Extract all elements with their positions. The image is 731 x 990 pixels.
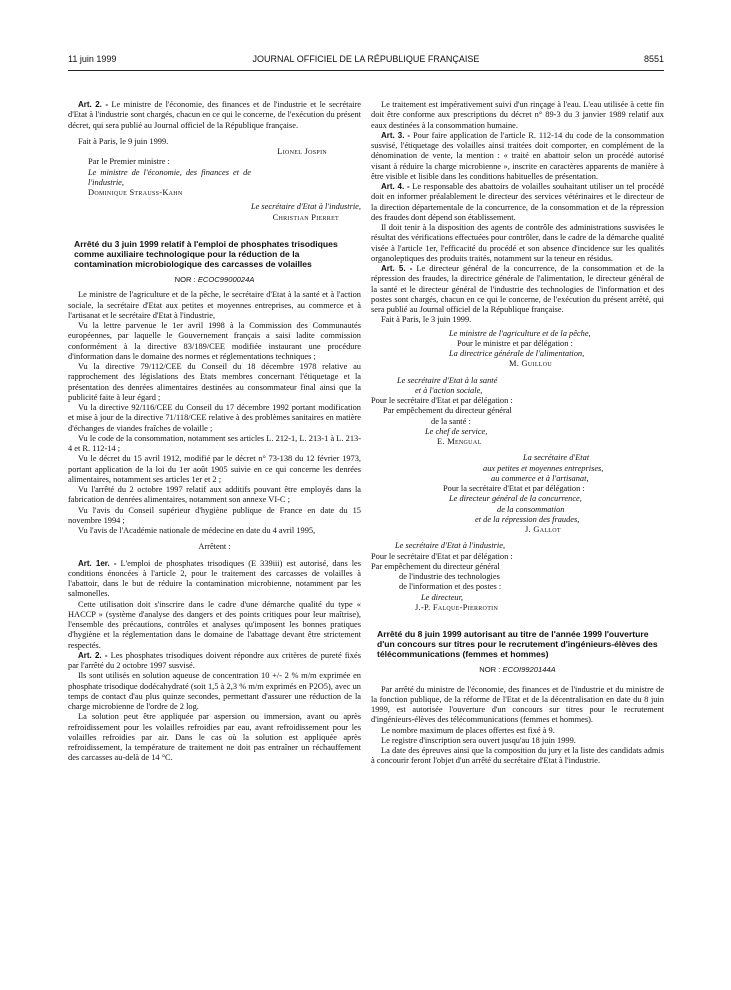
signature-line: Le directeur, (421, 592, 464, 602)
concours-paragraph-1: Par arrêté du ministre de l'économie, des finances et de l'industrie et du ministre de la fonction publique, de la réforme de l'Etat et de la décentralisation en date du 8 juin 1999, est autorisée l'ouverture d'un concours sur titres pour le recrutement d'ingénieurs-élèves des télécommunications (femmes et hommes). (371, 684, 664, 725)
decree-title-1: Arrêté du 3 juin 1999 relatif à l'emploi de phosphates trisodiques comme auxiliaire technologique pour la réduction de la contamination microbiologique des carcasses de volailles (74, 238, 338, 270)
signature-name: M. Guillou (509, 359, 553, 369)
signature-block-agriculture (371, 329, 664, 370)
visa-item: Le ministre de l'agriculture et de la pêche, le secrétaire d'Etat à la santé et à l'action sociale, la secrétaire d'Etat aux petites et moyennes entreprises, au commerce et à l'artisanat et le secrétaire d'Etat à l'industrie, (68, 290, 361, 320)
secretary-role: Le secrétaire d'Etat à l'industrie, (250, 202, 361, 212)
signature-line: Le ministre de l'agriculture et de la pêche, (449, 328, 591, 338)
signature-line: Par empêchement du directeur général (383, 406, 512, 416)
signature-line: et de la répression des fraudes, (475, 514, 580, 524)
nor-reference-2: NOR : ECOI9920144A (479, 665, 556, 675)
decree-title-2: Arrêté du 8 juin 1999 autorisant au titre de l'année 1999 l'ouverture d'un concours sur titres pour le recrutement d'ingénieurs-élèves des télécommunications (femmes et hommes) (377, 629, 658, 660)
signature-line: Pour le secrétaire d'Etat et par délégation : (371, 551, 513, 561)
concours-paragraph-4: La date des épreuves ainsi que la composition du jury et la liste des candidats admis à concourir feront l'objet d'un arrêté du secrétaire d'Etat à l'industrie. (371, 746, 664, 766)
signature-line: Le directeur général de la concurrence, (449, 494, 582, 504)
visa-item: Vu l'avis de l'Académie nationale de médecine en date du 4 avril 1995, (78, 526, 316, 536)
visa-item: Vu l'avis du Conseil supérieur d'hygiène publique de France en date du 15 novembre 1994 ; (68, 505, 361, 525)
signature-line: La directrice générale de l'alimentation, (449, 349, 585, 358)
signature-line: et à l'action sociale, (415, 385, 483, 395)
rinse-paragraph: Le traitement est impérativement suivi d'un rinçage à l'eau. L'eau utilisée à cette fin doit être conforme aux prescriptions du décret n° 89-3 du 3 janvier 1989 relatif aux eaux destinées à la consommation humaine. (371, 100, 664, 130)
signature-name: J.-P. Falque-Pierrotin (415, 602, 499, 612)
signature-line: Pour la secrétaire d'Etat et par délégation : (443, 484, 585, 493)
article-5: Art. 5. - Le directeur général de la concurrence, de la consommation et de la répression des fraudes, la directrice générale de l'alimentation, le directeur général de la santé et le directeur général de l'industrie des technologies de l'information et des postes sont chargés, chacun en ce qui le concerne, de l'exécution du présent arrêté, qui sera publié au Journal officiel de la République française. (371, 264, 665, 314)
left-column (68, 100, 361, 764)
header-journal-title: JOURNAL OFFICIEL DE LA RÉPUBLIQUE FRANÇAISE (252, 54, 480, 64)
signature-line: Le secrétaire d'Etat à la santé (397, 375, 498, 385)
article-4: Art. 4. - Le responsable des abattoirs de volailles souhaitant utiliser un tel procédé doit en informer préalablement le directeur des services vétérinaires et le directeur de la direction départementale de la concurrence, de la consommation et de la répression des fraudes dont dépend son établissement. (371, 182, 664, 222)
visa-item: Vu la directive 92/116/CEE du Conseil du 17 décembre 1992 portant modification et mise à jour de la directive 71/118/CEE relative à des problèmes sanitaires en matière d'échanges de viandes fraîches de volaille ; (68, 403, 361, 433)
par-le-premier-ministre: Par le Premier ministre : (88, 157, 170, 167)
signature-line: au commerce et à l'artisanat, (491, 473, 589, 483)
secretary-name: Christian Pierret (272, 212, 339, 222)
minister-name: Dominique Strauss-Kahn (88, 188, 183, 197)
signature-line: aux petites et moyennes entreprises, (483, 463, 604, 473)
signature-name: E. Mengual (437, 437, 482, 446)
signature-line: de l'industrie des technologies (399, 572, 500, 581)
signature-prime-minister: Lionel Jospin (277, 147, 327, 156)
visa-item: Vu la lettre parvenue le 1er avril 1998 à la Commission des Communautés européennes, par laquelle le Gouvernement français a saisi ladite commission conformément à la directive 83/189/CEE modifiée instaurant une procédure d'information dans le domaine des normes et réglementations techniques ; (68, 321, 361, 361)
concours-paragraph-2: Le nombre maximum de places offertes est fixé à 9. (381, 725, 555, 735)
article-3: Art. 3. - Pour faire application de l'article R. 112-14 du code de la consommation susvisé, l'étiquetage des volailles ainsi traitées doit comporter, en complément de la dénomination de vente, la mention : « traité en abattoir selon un procédé autorisé visant à réduire la charge microbienne », inscrite en caractères apparents de manière à être visible et lisible dans les conditions habituelles de présentation. (371, 130, 665, 181)
article-2: Art. 2. - Les phosphates trisodiques doivent répondre aux critères de pureté fixés par l'arrêté du 2 octobre 1997 susvisé. (68, 650, 362, 671)
right-column (371, 100, 664, 767)
visa-item: Vu l'arrêté du 2 octobre 1997 relatif aux additifs pouvant être employés dans la fabrication de denrées alimentaires, notamment son annexe VI-C ; (68, 485, 361, 505)
minister-role: Le ministre de l'économie, des finances et de l'industrie, (88, 167, 251, 187)
header-page-number: 8551 (643, 54, 664, 64)
signature-line: de la santé : (431, 416, 471, 426)
signature-block-sme (371, 453, 664, 535)
signature-line: Pour le secrétaire d'Etat et par délégation : (371, 396, 513, 405)
arretent-heading: Arrêtent : (198, 542, 231, 552)
header-rule (68, 70, 664, 71)
fait-a-paris-1: Fait à Paris, le 9 juin 1999. (78, 136, 169, 146)
signature-line: de la consommation (497, 504, 565, 514)
visa-item: Vu le code de la consommation, notamment ses articles L. 212-1, L. 213-1 à L. 213-4 et R. 112-14 ; (68, 433, 361, 454)
concours-paragraph-3: Le registre d'inscription sera ouvert jusqu'au 18 juin 1999. (381, 735, 576, 745)
header-date: 11 juin 1999 (68, 54, 117, 64)
visa-item: Vu le décret du 15 avril 1912, modifié par le décret n° 73-138 du 12 février 1973, portant application de la loi du 1er août 1905 suivie en ce qui concerne les denrées alimentaires, notamment ses articles 1er et 2 ; (68, 454, 361, 484)
visas-list (68, 290, 361, 536)
nor-reference-1: NOR : ECOC9900024A (174, 275, 255, 285)
article-2-previous: Art. 2. - Le ministre de l'économie, des finances et de l'industrie et le secrétaire d'Etat à l'industrie sont chargés, chacun en ce qui le concerne, de l'exécution du présent décret, qui sera publié au Journal officiel de la République française. (68, 100, 362, 130)
signature-line: de l'information et des postes : (399, 582, 502, 592)
signature-line: Le chef de service, (425, 426, 488, 436)
article-4-paragraph-2: Il doit tenir à la disposition des agents de contrôle des administrations susvisées le résultat des vérifications effectuées pour contrôler, dans le cadre de la démarche qualité visée à l'article 1er, l'efficacité du procédé et son absence d'incidence sur les qualités organoleptiques des produits traités, notamment sur la teneur en résidus. (371, 223, 664, 263)
signature-line: La secrétaire d'Etat (523, 453, 590, 463)
signature-block-health (371, 376, 664, 448)
signature-name: J. Gallot (525, 525, 561, 534)
signature-line: Pour le ministre et par délégation : (457, 338, 573, 348)
signature-block-industry (371, 541, 664, 613)
fait-a-paris-2: Fait à Paris, le 3 juin 1999. (381, 315, 472, 325)
article-1-paragraph-2: Cette utilisation doit s'inscrire dans le cadre d'une démarche qualité du type « HACCP » (système d'analyse des dangers et des points critiques pour leur maîtrise), l'ensemble des précautions, contrôles et analyses qu'imposent les bonnes pratiques d'hygiène et la réglementation dans le domaine de l'abattage devant être strictement respectés. (68, 599, 361, 650)
signature-line: Le secrétaire d'Etat à l'industrie, (395, 541, 506, 551)
article-2-paragraph-2: Ils sont utilisés en solution aqueuse de concentration 10 +/- 2 % m/m exprimée en phosphate trisodique dodécahydraté (soit 1,5 à 2,3 % m/m exprimés en P2O5), avec un temps de contact d'au plus quinze secondes, permettant d'assurer une réduction de la charge microbienne de l'ordre de 2 log. (68, 671, 361, 712)
visa-item: Vu la directive 79/112/CEE du Conseil du 18 décembre 1978 relative au rapprochement des législations des Etats membres concernant l'étiquetage et la présentation des denrées alimentaires destinées au consommateur final ainsi que la publicité faite à leur égard ; (68, 362, 361, 402)
article-1: Art. 1er. - L'emploi de phosphates trisodiques (E 339iii) est autorisé, dans les conditions énoncées à l'article 2, pour le traitement des carcasses de volailles à l'abattoir, dans le but de réduire la contamination microbienne, notamment par les salmonelles. (68, 558, 361, 599)
article-2-paragraph-3: La solution peut être appliquée par aspersion ou immersion, avant ou après refroidissement pour les volailles refroidies par eau, avant refroidissement pour les volailles refroidies par air. Dans le cas où la solution est appliquée après refroidissement, la température de traitement ne doit pas entraîner un réchauffement des carcasses au-delà de 14 °C. (68, 712, 361, 763)
signature-line: Par empêchement du directeur général (371, 561, 500, 571)
